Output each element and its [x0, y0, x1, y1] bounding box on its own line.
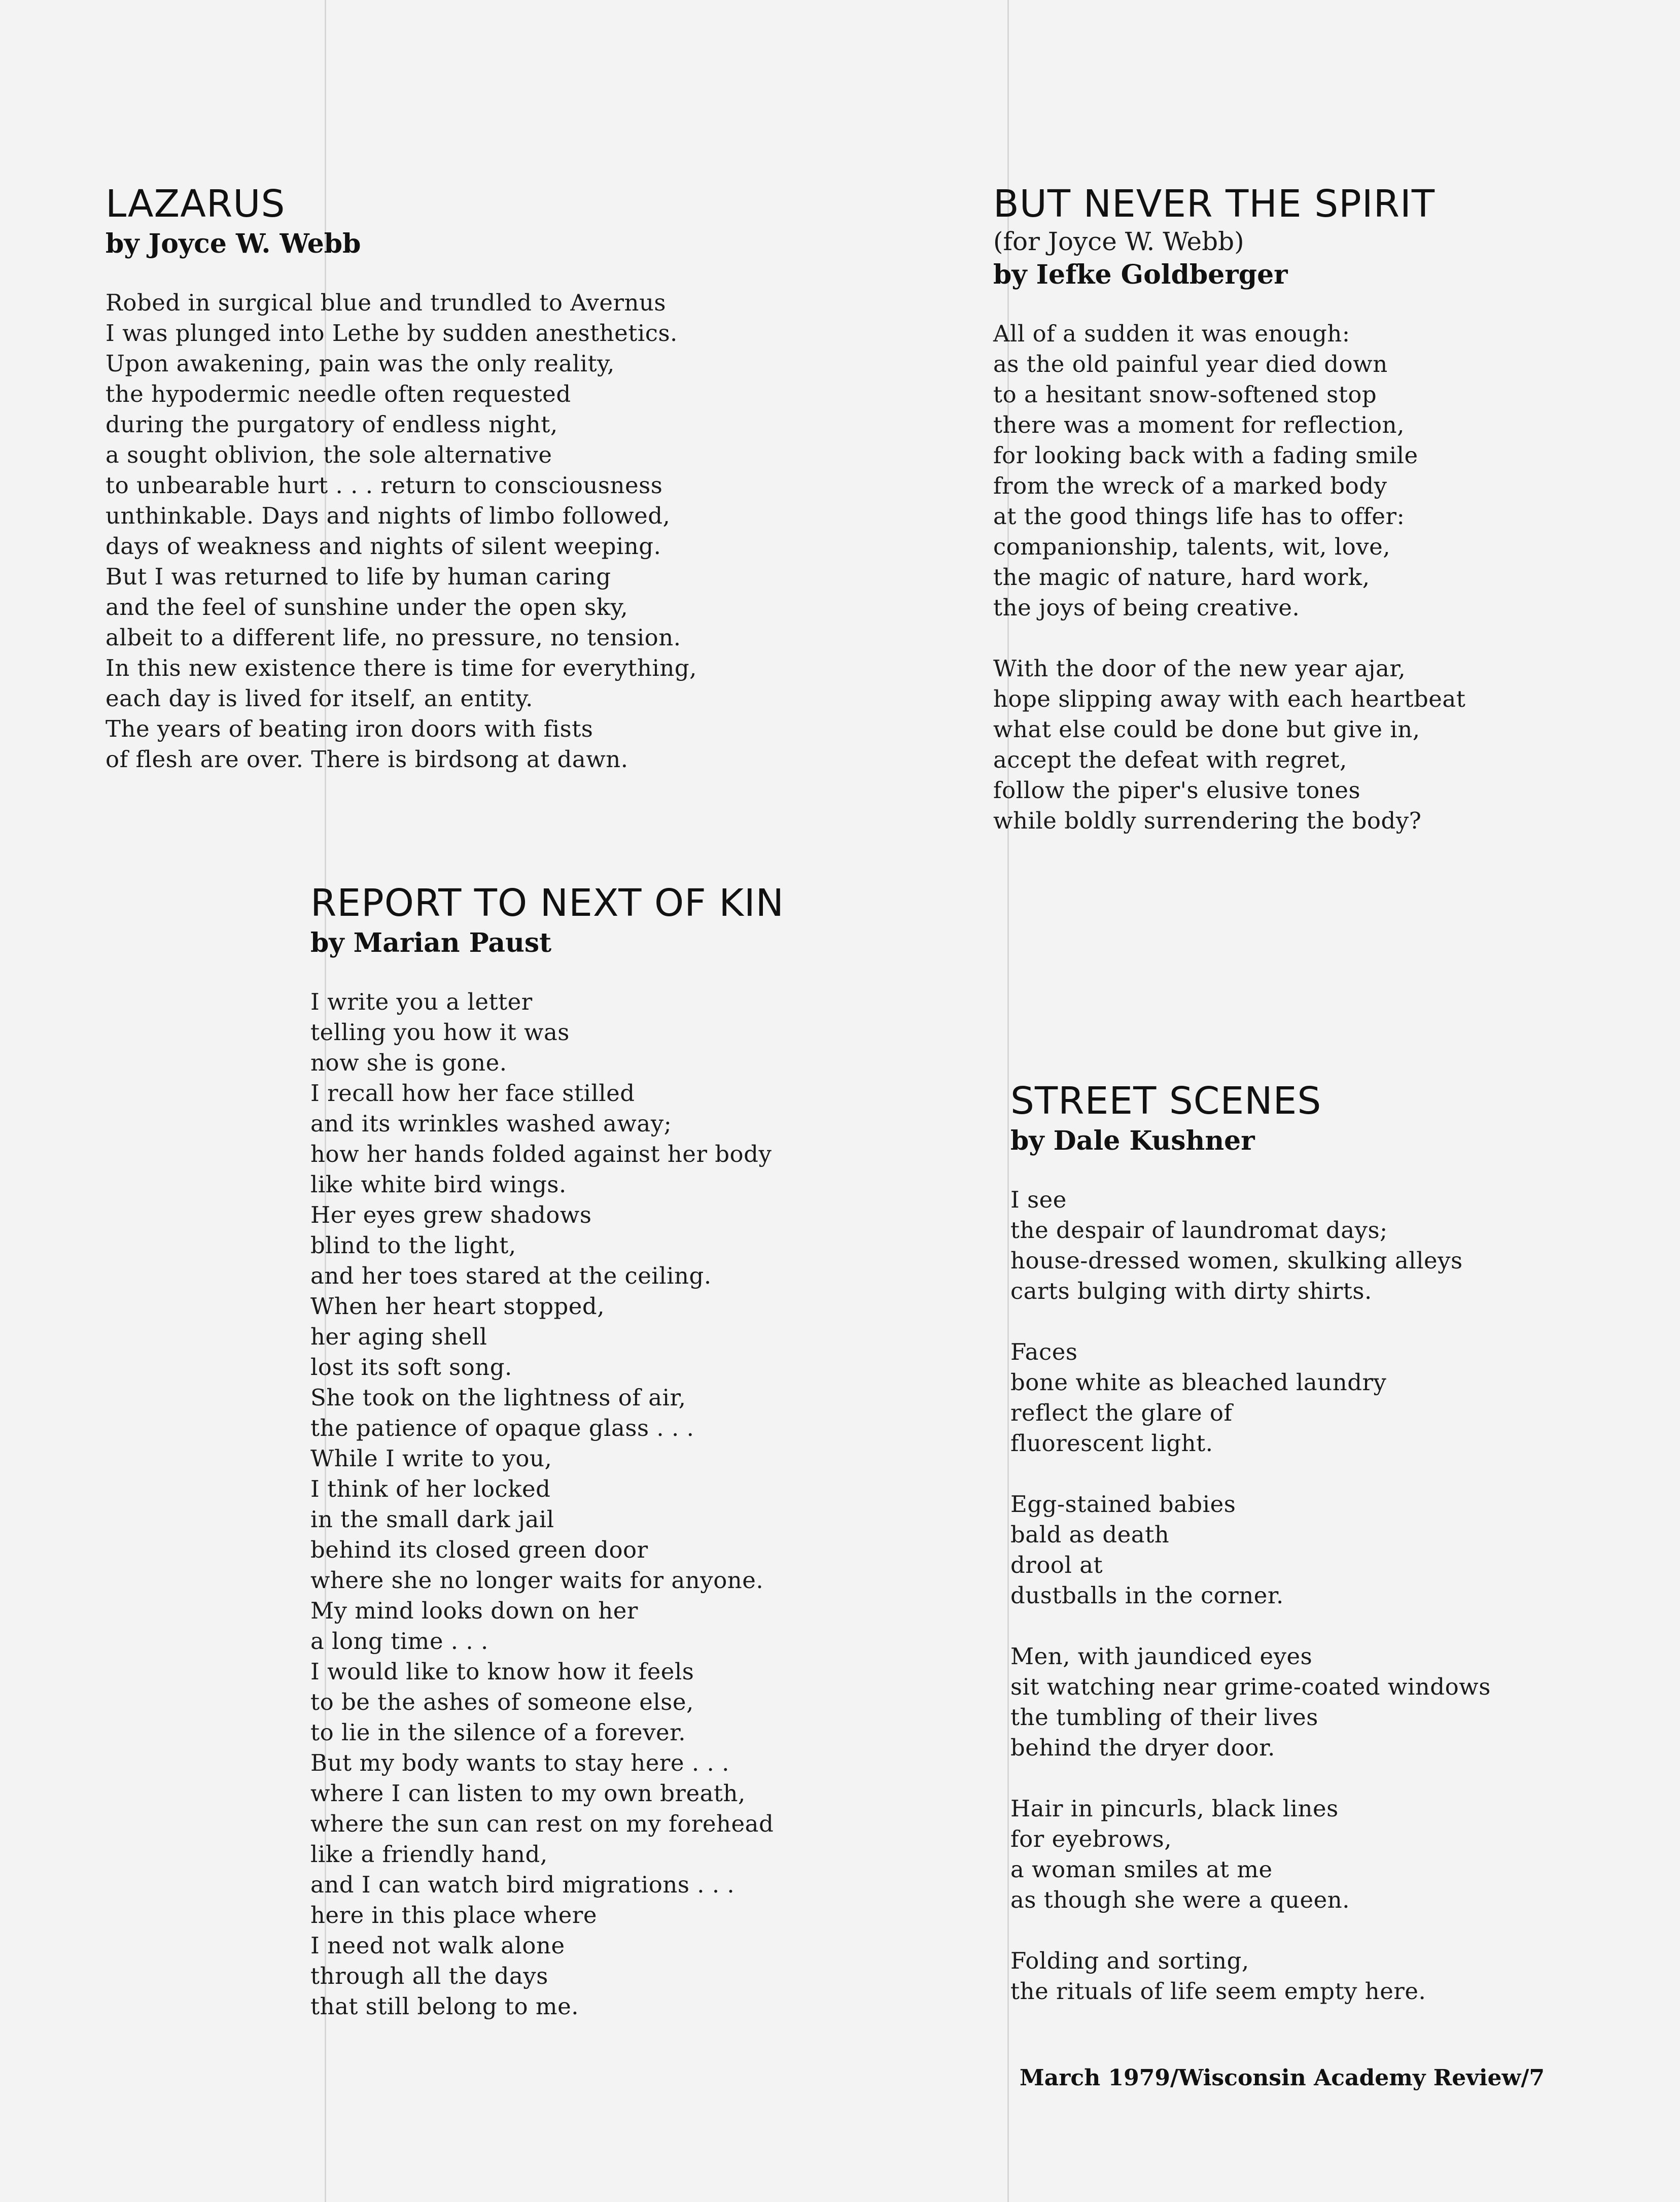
- poem-stanza: Faces bone white as bleached laundry reflect the glare of fluorescent light.: [1010, 1338, 1387, 1457]
- poem-body: [993, 319, 1465, 836]
- page-footer: March 1979/Wisconsin Academy Review/7: [1020, 2065, 1545, 2091]
- poem-byline: by Dale Kushner: [1010, 1125, 1255, 1157]
- poem-body: [310, 987, 784, 2022]
- poem-byline: by Marian Paust: [310, 927, 552, 959]
- poem-byline: by Joyce W. Webb: [106, 228, 361, 260]
- poem-stanza: Robed in surgical blue and trundled to Avernus I was plunged into Lethe by sudden anesthetics. Upon awakening, pain was the only reality, the hypodermic needle often requested during the purgatory of endless night, a sought oblivion, the sole alternative to unbearable hurt . . . return to consciousness unthinkable. Days and nights of limbo followed, days of weakness and nights of silent weeping. But I was returned to life by human caring and the feel of sunshine under the open sky, albeit to a different life, no pressure, no tension. In this new existence there is time for everything, each day is lived for itself, an entity. The years of beating iron doors with fists of flesh are over. There is birdsong at dawn.: [106, 289, 697, 773]
- poem-title: STREET SCENES: [1010, 1079, 1322, 1123]
- poem-stanza: Men, with jaundiced eyes sit watching near grime-coated windows the tumbling of their lives behind the dryer door.: [1010, 1643, 1491, 1762]
- poem-dedication: (for Joyce W. Webb): [993, 227, 1244, 257]
- poem-body: [1010, 1185, 1491, 2007]
- poem-stanza: With the door of the new year ajar, hope slipping away with each heartbeat what else could be done but give in, accept the defeat with regret, follow the piper's elusive tones while boldly surrendering the body?: [993, 655, 1466, 835]
- poem-but-never-the-spirit: [993, 184, 1465, 836]
- poem-title: BUT NEVER THE SPIRIT: [993, 182, 1436, 226]
- poem-stanza: I write you a letter telling you how it was now she is gone. I recall how her face stilled and its wrinkles washed away; how her hands folded against her body like white bird wings. Her eyes grew shadows blind to the light, and her toes stared at the ceiling. When her heart stopped, her aging shell lost its soft song. She took on the lightness of air, the patience of opaque glass . . . While I write to you, I think of her locked in the small dark jail behind its closed green door where she no longer waits for anyone. My mind looks down on her a long time . . . I would like to know how it feels to be the ashes of someone else, to lie in the silence of a forever. But my body wants to stay here . . . where I can listen to my own breath, where the sun can rest on my forehead like a friendly hand, and I can watch bird migrations . . . here in this place where I need not walk alone through all the days that still belong to me.: [310, 988, 774, 2020]
- poem-stanza: Hair in pincurls, black lines for eyebrows, a woman smiles at me as though she were a queen.: [1010, 1795, 1350, 1914]
- poem-body: [106, 288, 697, 775]
- poem-stanza: All of a sudden it was enough: as the old painful year died down to a hesitant snow-softened stop there was a moment for reflection, for looking back with a fading smile from the wreck of a marked body at the good things life has to offer: companionship, talents, wit, love, the magic of nature, hard work, the joys of being creative.: [993, 320, 1418, 622]
- poem-street-scenes: [1010, 1081, 1491, 2007]
- poem-stanza: Egg-stained babies bald as death drool at dustballs in the corner.: [1010, 1491, 1284, 1609]
- poem-byline: by Iefke Goldberger: [993, 259, 1288, 291]
- poem-lazarus: [106, 184, 697, 775]
- poem-stanza: I see the despair of laundromat days; house-dressed women, skulking alleys carts bulging with dirty shirts.: [1010, 1186, 1463, 1305]
- poem-report-to-next-of-kin: [310, 883, 784, 2022]
- poem-stanza: Folding and sorting, the rituals of life seem empty here.: [1010, 1947, 1426, 2005]
- poem-title: REPORT TO NEXT OF KIN: [310, 881, 785, 925]
- poem-title: LAZARUS: [106, 182, 286, 226]
